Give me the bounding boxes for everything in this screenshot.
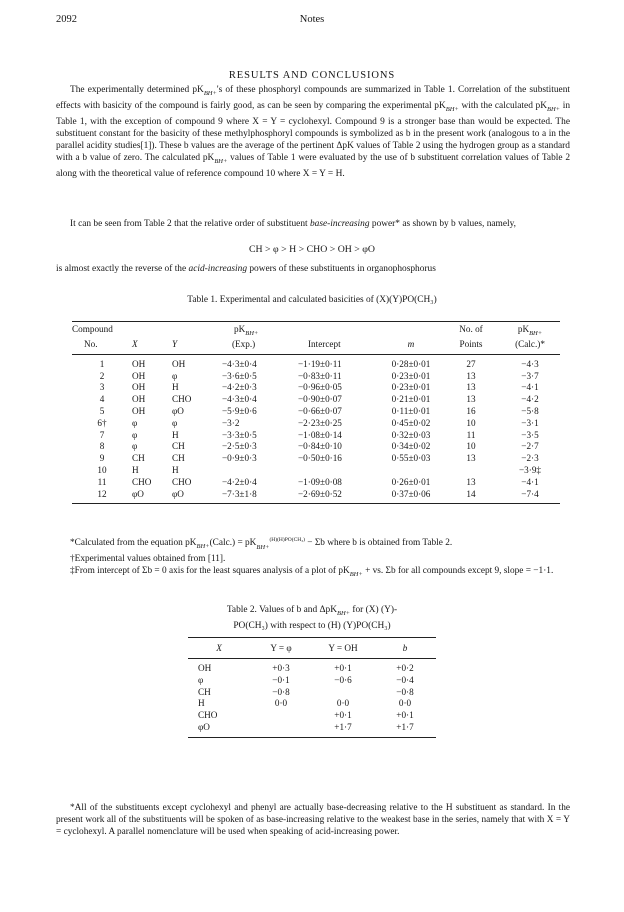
header-points: No. of	[442, 322, 500, 339]
table-row: 2 OH φ −3·6±0·5 −0·83±0·11 0·23±0·01 13 −3·7	[99, 370, 539, 381]
header-calc: (Calc.)*	[500, 339, 560, 355]
paragraph-results: The experimentally determined $pK_{BH+}'s$ of these phosphoryl compounds are summarized in Table 1. Correlation of the substituent effects with basicity of the compound is fairly good, as can be seen by comparing the experimental $pK_{BH+}$ with the calculated $pK_{BH+}$ in Table 1, with the exception of compound 9 where X = Y = cyclohexyl. Compound 9 is a stronger base than would be expected. The substituent constant for the basicity of these methylphosphoryl compounds is symbolized as b in the present work (analogous to a in the parallel acidity studies[1]). These b values are the average of the pertinent ΔpK values of Table 2 using the hydrogen group as a standard with a b value of zero. The calculated $pK_{BH+}$ values of Table 1 were evaluated by the use of b substituent correlation values of Table 2 along with the theoretical value of reference compound 10 where X = Y = H.	[56, 85, 571, 180]
table1-footnotes	[56, 534, 570, 581]
table-row: φ −0·1 −0·6 −0·4	[198, 674, 414, 685]
footnote-intercept: ‡From intercept of Σb = 0 axis for the least squares analysis of a plot of $pK_{BH+}$ + vs. Σb for all compounds except 9, slope = −1·1.	[70, 566, 554, 578]
table-row: 12 φO φO −7·3±1·8 −2·69±0·52 0·37±0·06 14 −7·4	[72, 489, 560, 504]
header-m: m	[380, 339, 442, 355]
table-row: 10 H H −3·9‡	[97, 465, 542, 475]
header-no: No.	[72, 339, 132, 355]
table-row: 6† φ φ −3·2 −2·23±0·25 0·45±0·02 10 −3·1	[97, 417, 539, 428]
header-x: X	[132, 339, 172, 355]
table-row: 7 φ H −3·3±0·5 −1·08±0·14 0·32±0·03 11 −3·5	[99, 429, 539, 440]
table-row: 11 CHO CHO −4·2±0·4 −1·09±0·08 0·26±0·01 13 −4·1	[97, 476, 539, 487]
running-head: Notes	[299, 14, 325, 25]
footnote-experimental: †Experimental values obtained from [11].	[70, 554, 226, 565]
table-row: 4 OH CHO −4·3±0·4 −0·90±0·07 0·21±0·01 13 −4·2	[99, 394, 539, 405]
section-title: RESULTS AND CONCLUSIONS	[228, 70, 396, 81]
page-number: 2092	[56, 14, 77, 25]
t2-header-y-oh: Y = OH	[312, 638, 374, 659]
table-row: 1 OH OH −4·3±0·4 −1·19±0·11 0·28±0·01 27 −4·3	[99, 358, 539, 369]
header-pk-calc: $pK_{BH+}$	[500, 322, 560, 339]
header-y: Y	[172, 339, 222, 355]
table-row: 3 OH H −4·2±0·3 −0·96±0·05 0·23±0·01 13 −4·1	[99, 382, 539, 393]
substituent-order-equation: CH > φ > H > CHO > OH > φO	[248, 244, 376, 255]
table-row: OH +0·3 +0·1 +0·2	[198, 663, 414, 673]
table-row: CH −0·8 −0·8	[198, 686, 414, 697]
table-row: 5 OH φO −5·9±0·6 −0·66±0·07 0·11±0·01 16 −5·8	[99, 406, 539, 417]
table1-caption: Table 1. Experimental and calculated basicities of (X)(Y)PO(CH₃)	[187, 295, 437, 305]
t2-header-x: X	[188, 638, 250, 659]
paragraph-order: It can be seen from Table 2 that the relative order of substituent base-increasing power* as shown by b values, namely,	[70, 219, 517, 229]
table-row: CHO +0·1 +0·1	[198, 710, 414, 721]
table-row: 8 φ CH −2·5±0·3 −0·84±0·10 0·34±0·02 10 −2·7	[99, 441, 539, 452]
header-points-2: Points	[442, 339, 500, 355]
t2-header-b: b	[374, 638, 436, 659]
t2-header-y-phi: Y = φ	[250, 638, 312, 659]
header-pk-exp: $pK_{BH+}$	[222, 322, 298, 339]
table2-caption: Table 2. Values of b and ΔpK$_{BH+}$ for (X) (Y)- PO(CH₃) with respect to (H) (Y)PO(CH₃)	[226, 605, 398, 632]
table-row: φO +1·7 +1·7	[188, 722, 436, 737]
paragraph-reverse: is almost exactly the reverse of the acid-increasing powers of these substituents in organophosphorus	[56, 264, 436, 274]
header-exp: (Exp.)	[222, 339, 298, 355]
header-intercept: Intercept	[298, 339, 380, 355]
table1	[72, 321, 560, 504]
table2	[188, 637, 436, 738]
header-compound: Compound	[72, 322, 132, 339]
base-increasing-footnote: *All of the substituents except cyclohexyl and phenyl are actually base-decreasing relative to the H substituent as standard. In the present work all of the substituents will be spoken of as base-increasing relative to the weakest base in the series, namely that with X = Y = cyclohexyl. A parallel nomenclature will be used when speaking of acid-increasing power.	[56, 803, 570, 838]
footnote-calculated: *Calculated from the equation $pK_{BH+}(Calc.) = pK_{BH+}^{(H)(H)PO(CH_3)} - \Sigma b$ where b is obtained from Table 2.	[70, 537, 453, 551]
table-row: H 0·0 0·0 0·0	[198, 698, 412, 709]
table-row: 9 CH CH −0·9±0·3 −0·50±0·16 0·55±0·03 13 −2·3	[99, 453, 539, 464]
